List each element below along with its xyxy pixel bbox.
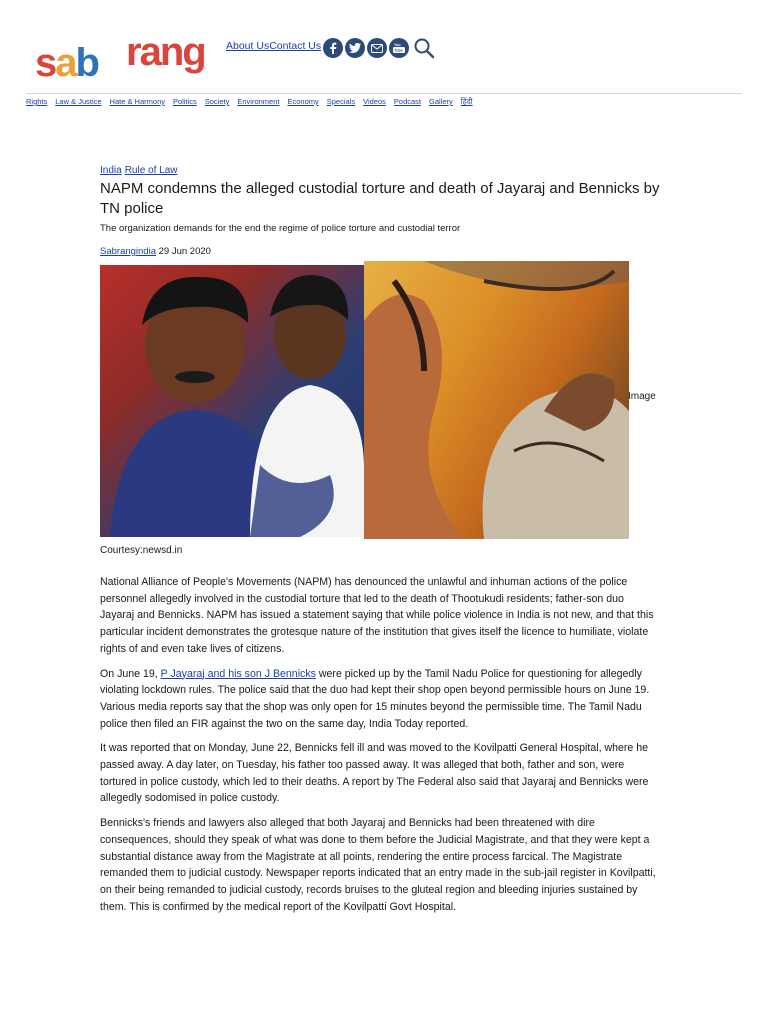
image-courtesy: Courtesy:newsd.in — [100, 545, 183, 556]
paragraph-1: National Alliance of People's Movements (NAPM) has denounced the unlawful and inhuman actions of the police personnel allegedly involved in the custodial torture that led to the death of Thootukudi residents; father-son duo Jayaraj and Bennicks. NAPM has issued a statement saying that while police violence in India is not new, and that this particular incident demonstrates the grotesque nature of the institution that gives itself the licence to humiliate, violate rights of and even take lives of citizens. — [100, 576, 654, 655]
article-subtitle: The organization demands for the end the regime of police torture and custodial terror — [100, 223, 461, 234]
nav-item-specials[interactable]: Specials — [326, 97, 356, 106]
svg-text:You: You — [394, 43, 401, 48]
nav-item-politics[interactable]: Politics — [172, 97, 197, 106]
article-categories — [100, 165, 660, 176]
top-links — [226, 40, 321, 52]
nav-item-economy[interactable]: Economy — [287, 97, 319, 106]
email-icon[interactable] — [367, 38, 387, 58]
search-icon[interactable] — [413, 37, 435, 59]
nav-item-gallery[interactable]: Gallery — [429, 97, 453, 106]
category-rule-of-law-link[interactable]: Rule of Law — [124, 165, 178, 176]
nav-item-environment[interactable]: Environment — [237, 97, 280, 106]
logo-sab — [35, 43, 98, 83]
svg-text:Tube: Tube — [394, 48, 403, 53]
about-us-link[interactable]: About Us — [226, 40, 270, 52]
paragraph-4: Bennicks's friends and lawyers also alleged that both Jayaraj and Bennicks had been threatened with dire consequences, should they speak of what was done to them before the Judicial Magistrate, and that they were kept a substantial distance away from the Magistrate at all points, rendering the entire process farcical. The Magistrate remanded them to judicial custody. Newspaper reports indicated that an entry made in the sub-jail register in Kovilpatti, on their being remanded to judicial custody, records bruises to the gluteal region and bleeding injuries sustained by them. This is confirmed by the medical report of the Kovilpatti Govt Hospital. — [100, 817, 656, 913]
sabrang-logo[interactable] — [35, 30, 230, 85]
illustration-image — [364, 261, 629, 539]
paragraph-3: It was reported that on Monday, June 22, Bennicks fell ill and was moved to the Kovilpatti General Hospital, where he passed away. A day later, on Tuesday, his father too passed away. It was alleged that both, father and son, were tortured in police custody, which led to their deaths. A report by The Federal also said that Jayaraj and Bennicks were allegedly sodomised in police custody. — [100, 742, 649, 805]
article-body — [100, 574, 660, 915]
paragraph-2-rest: were picked up by the Tamil Nadu Police for questioning for allegedly violating lockdown rules. The police said that the duo had kept their shop open beyond permissible hours on June 19. Various media reports say that the shop was only open for 15 minutes beyond the permissible time. The Tamil Nadu police then filed an FIR against the two on the same day, India Today reported. — [100, 667, 650, 730]
social-icons — [323, 37, 435, 59]
main-nav — [26, 97, 473, 107]
photo-collage-image — [100, 265, 364, 537]
jayaraj-bennicks-link[interactable]: P Jayaraj and his son J Bennicks — [160, 667, 316, 680]
nav-item-society[interactable]: Society — [204, 97, 230, 106]
header-divider — [26, 93, 742, 94]
article-figure — [100, 261, 660, 541]
facebook-icon[interactable] — [323, 38, 343, 58]
logo-letter-s: s — [35, 41, 56, 85]
paragraph-2-start: On June 19, — [100, 667, 161, 680]
logo-rang: rang — [126, 30, 205, 74]
byline — [100, 246, 660, 257]
youtube-icon[interactable] — [389, 38, 409, 58]
publish-date: 29 Jun 2020 — [158, 246, 211, 257]
category-india-link[interactable]: India — [100, 165, 122, 176]
nav-item-hindi[interactable]: हिंदी — [460, 97, 473, 106]
image-alt-text: Image — [628, 391, 656, 402]
twitter-icon[interactable] — [345, 38, 365, 58]
nav-item-rights[interactable]: Rights — [26, 97, 48, 106]
article — [100, 165, 660, 923]
nav-item-hate-harmony[interactable]: Hate & Harmony — [109, 97, 165, 106]
contact-us-link[interactable]: Contact Us — [269, 40, 322, 52]
logo-letter-a: a — [55, 41, 76, 85]
article-title: NAPM condemns the alleged custodial torture and death of Jayaraj and Bennicks by TN police — [100, 180, 660, 217]
nav-item-videos[interactable]: Videos — [363, 97, 386, 106]
paragraph-2 — [100, 666, 660, 733]
nav-item-podcast[interactable]: Podcast — [393, 97, 421, 106]
logo-letter-b: b — [75, 41, 98, 85]
author-link[interactable]: Sabrangindia — [100, 246, 156, 257]
nav-item-law-justice[interactable]: Law & Justice — [55, 97, 102, 106]
